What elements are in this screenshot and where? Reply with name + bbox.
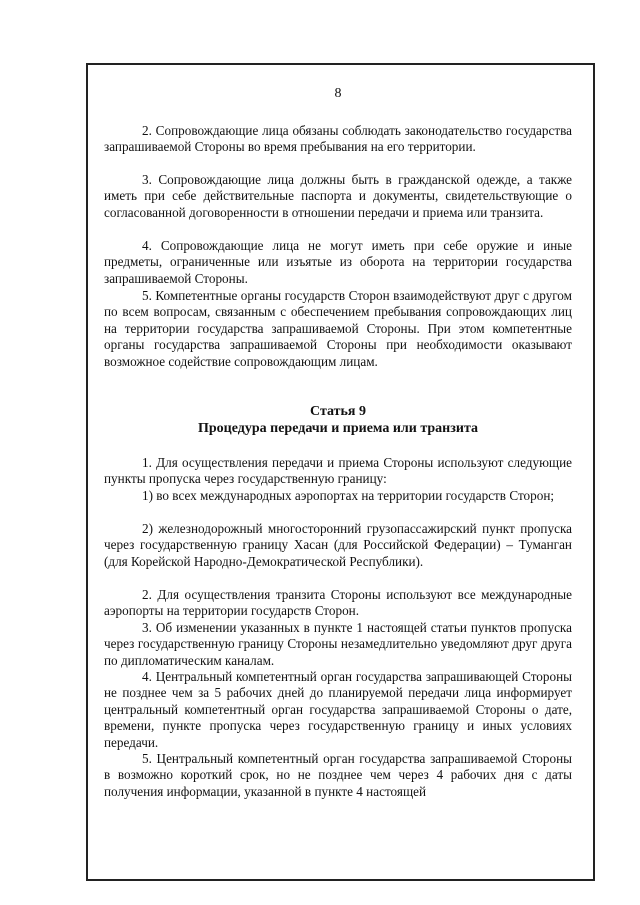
paragraph-changes-notice: 3. Об изменении указанных в пункте 1 настоящей статьи пунктов пропуска через государственную границу Стороны незамедлительно уведомляют друг друга по дипломатическим каналам. bbox=[104, 620, 572, 668]
paragraph-transit: 2. Для осуществления транзита Стороны используют все международные аэропорты на территории государств Сторон. bbox=[104, 587, 572, 619]
paragraph-escort-weapons: 4. Сопровождающие лица не могут иметь при себе оружие и иные предметы, ограниченные или изъятые из оборота на территории государства запрашиваемой Стороны. bbox=[104, 238, 572, 286]
page-number: 8 bbox=[334, 86, 342, 101]
paragraph-escort-clothing: 3. Сопровождающие лица должны быть в гражданской одежде, а также иметь при себе действительные паспорта и документы, свидетельствующие о согласованной договоренности в отношении передачи и приема или транзита. bbox=[104, 172, 572, 220]
paragraph-requested-party-response: 5. Центральный компетентный орган государства запрашиваемой Стороны в возможно короткий срок, но не позднее чем через 4 рабочих дня с даты получения информации, указанной в пункте 4 настоящей bbox=[104, 751, 572, 799]
paragraph-requesting-party-notice: 4. Центральный компетентный орган государства запрашивающей Стороны не позднее чем за 5 рабочих дней до планируемой передачи лица информирует центральный компетентный орган государства запрашиваемой Стороны о дате, времени, пункте пропуска через государственную границу и иных условиях передачи. bbox=[104, 669, 572, 750]
paragraph-escort-law: 2. Сопровождающие лица обязаны соблюдать законодательство государства запрашиваемой Стороны во время пребывания на его территории. bbox=[104, 123, 572, 155]
paragraph-checkpoints: 1. Для осуществления передачи и приема Стороны используют следующие пункты пропуска через государственную границу: bbox=[104, 455, 572, 487]
paragraph-railway-checkpoint: 2) железнодорожный многосторонний грузопассажирский пункт пропуска через государственную границу Хасан (для Российской Федерации) – Туманган (для Корейской Народно-Демократической Республики). bbox=[104, 521, 572, 569]
article-title: Процедура передачи и приема или транзита bbox=[198, 421, 478, 436]
paragraph-competent-bodies: 5. Компетентные органы государств Сторон взаимодействуют друг с другом по всем вопросам, связанным с обеспечением пребывания сопровождающих лиц на территории государства запрашиваемой Стороны. При этом компетентные органы государства запрашиваемой Стороны при необходимости оказывают возможное содействие сопровождающим лицам. bbox=[104, 288, 572, 369]
article-number: Статья 9 bbox=[310, 404, 366, 419]
paragraph-airports: 1) во всех международных аэропортах на территории государств Сторон; bbox=[142, 488, 555, 503]
